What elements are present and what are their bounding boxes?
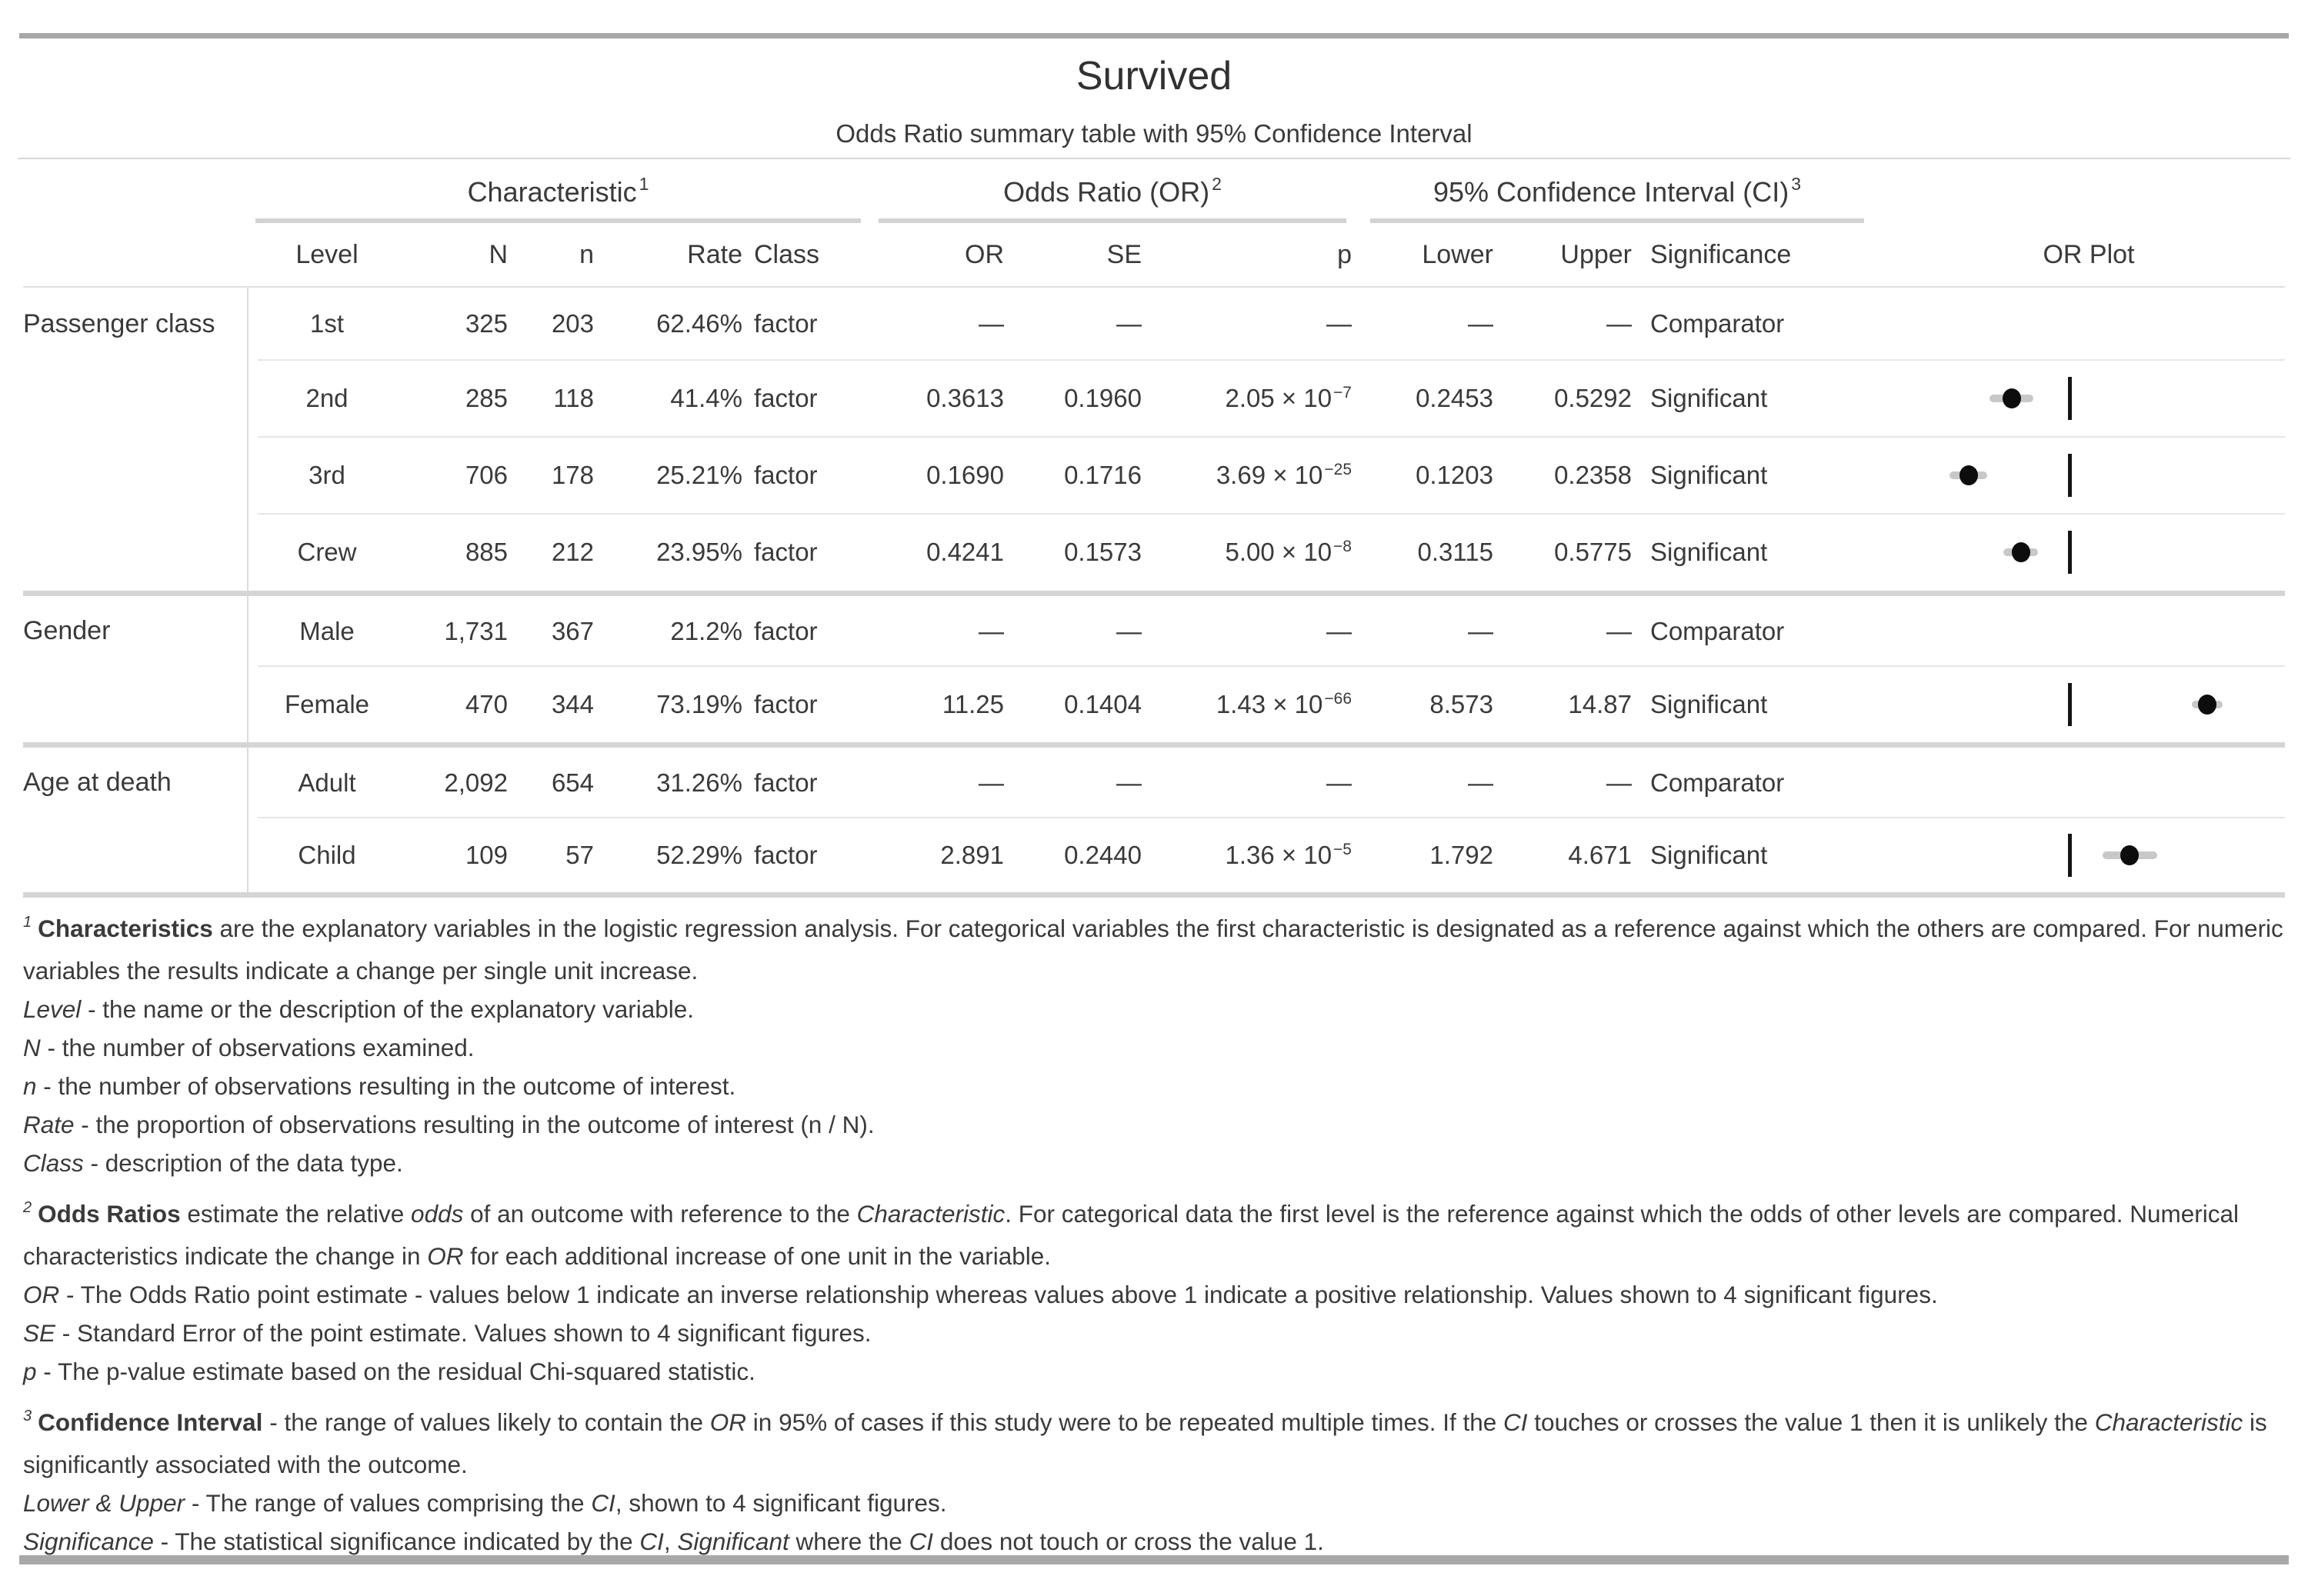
- cell-or: 2.891: [940, 841, 1004, 869]
- cell-level: Adult: [298, 768, 356, 797]
- cell-level: 1st: [309, 309, 345, 338]
- footnote-text: Characteristic: [856, 1200, 1006, 1228]
- footnotes-section: [23, 909, 2289, 1573]
- cell-level: 2nd: [305, 384, 349, 412]
- cell-upper: —: [1606, 309, 1632, 338]
- footnote-marker: 1: [23, 914, 32, 931]
- cell-se: —: [1116, 768, 1142, 797]
- column-header-or-plot: OR Plot: [2043, 240, 2135, 269]
- bottom-border-bar: [19, 1555, 2289, 1564]
- cell-se: 0.1404: [1064, 690, 1142, 718]
- p-value-mantissa: 1.43 × 10: [1216, 690, 1323, 718]
- footnote-text: where the: [789, 1528, 909, 1555]
- cell-se: —: [1116, 309, 1142, 338]
- footnote-text: - The range of values comprising the: [185, 1489, 592, 1517]
- footnote-text: - the range of values likely to contain the: [262, 1408, 710, 1436]
- footnote-intro: [23, 909, 2289, 990]
- cell-N: 2,092: [444, 768, 508, 797]
- title-divider: [18, 158, 2290, 159]
- footnote-text: Odds Ratios: [38, 1200, 181, 1228]
- footnote-text: Characteristics: [38, 915, 213, 942]
- top-border-bar: [19, 33, 2289, 38]
- footnote-text: CI: [639, 1528, 664, 1555]
- footnote-text: p: [23, 1358, 37, 1385]
- group-separator: [23, 892, 2285, 898]
- cell-n: 57: [565, 841, 594, 869]
- column-header-n: n: [579, 240, 594, 269]
- cell-class: factor: [754, 461, 818, 489]
- p-value-exponent: −25: [1324, 461, 1352, 478]
- footnote-text: in 95% of cases if this study were to be repeated multiple times. If the: [746, 1408, 1504, 1436]
- row-group-label: Age at death: [23, 768, 172, 797]
- cell-or: 0.1690: [926, 461, 1004, 489]
- footnote-marker: 2: [23, 1199, 32, 1216]
- footnote-text: CI: [591, 1489, 615, 1517]
- footnote-text: Characteristic: [2094, 1408, 2243, 1436]
- cell-rate: 52.29%: [656, 841, 742, 869]
- footnote-text: is significantly associated with the outcome.: [23, 1408, 2267, 1478]
- footnote-item: [23, 1028, 2289, 1067]
- cell-p: —: [1326, 768, 1352, 797]
- cell-se: 0.2440: [1064, 841, 1142, 869]
- footnote-marker: 2: [1212, 174, 1222, 194]
- cell-lower: 0.2453: [1416, 384, 1493, 412]
- or-plot-point: [2003, 388, 2021, 408]
- cell-upper: —: [1606, 768, 1632, 797]
- group-header-label: Odds Ratio (OR): [1003, 176, 1210, 208]
- footnote-item: [23, 1067, 2289, 1105]
- p-value-exponent: −66: [1324, 690, 1352, 708]
- or-plot-reference-line: [2068, 377, 2072, 420]
- footnote-text: touches or crosses the value 1 then it is unlikely the: [1527, 1408, 2095, 1436]
- column-header-lower: Lower: [1422, 240, 1493, 269]
- footnote-text: , shown to 4 significant figures.: [615, 1489, 947, 1517]
- cell-n: 367: [551, 617, 594, 645]
- p-value-mantissa: 3.69 × 10: [1216, 461, 1323, 489]
- footnote-text: - the number of observations examined.: [40, 1034, 475, 1061]
- footnote-marker: 3: [23, 1408, 32, 1424]
- cell-class: factor: [754, 768, 818, 797]
- cell-n: 203: [551, 309, 594, 338]
- cell-class: factor: [754, 538, 818, 566]
- footnote-text: ,: [663, 1528, 678, 1555]
- footnote-text: CI: [909, 1528, 934, 1555]
- group-header-odds-ratio: [879, 170, 1346, 215]
- footnote-text: Confidence Interval: [38, 1408, 263, 1436]
- cell-rate: 73.19%: [656, 690, 742, 718]
- group-underline: [1370, 218, 1864, 223]
- cell-lower: —: [1468, 768, 1493, 797]
- cell-N: 109: [465, 841, 508, 869]
- cell-class: factor: [754, 841, 818, 869]
- footnote-item: [23, 1352, 2289, 1391]
- or-plot-point: [2012, 542, 2030, 562]
- group-separator: [23, 591, 2285, 596]
- footnote-text: Rate: [23, 1111, 75, 1138]
- cell-N: 325: [465, 309, 508, 338]
- cell-N: 470: [465, 690, 508, 718]
- group-header-label: 95% Confidence Interval (CI): [1432, 176, 1789, 208]
- row-group-label: Passenger class: [23, 309, 215, 338]
- group-header-label: Characteristic: [467, 176, 637, 208]
- cell-N: 706: [465, 461, 508, 489]
- cell-n: 344: [551, 690, 594, 718]
- footnote-text: OR: [709, 1408, 747, 1436]
- cell-upper: 0.5775: [1554, 538, 1632, 566]
- footnote-text: N: [23, 1034, 41, 1061]
- group-header-confidence-interval: [1370, 170, 1864, 215]
- footnote-intro: [23, 1403, 2289, 1484]
- footnote-item: [23, 1484, 2289, 1522]
- cell-class: factor: [754, 690, 818, 718]
- cell-N: 1,731: [444, 617, 508, 645]
- cell-n: 118: [553, 384, 594, 412]
- cell-n: 654: [551, 768, 594, 797]
- cell-p: [1144, 514, 1352, 591]
- cell-class: factor: [754, 617, 818, 645]
- cell-level: Female: [284, 690, 370, 718]
- footnote-text: - The statistical significance indicated by the: [153, 1528, 640, 1555]
- cell-level: 3rd: [309, 461, 345, 489]
- footnote-text: CI: [1503, 1408, 1528, 1436]
- cell-or: —: [979, 309, 1004, 338]
- or-plot-point: [1959, 465, 1978, 485]
- cell-rate: 31.26%: [656, 768, 742, 797]
- cell-upper: 4.671: [1568, 841, 1632, 869]
- cell-upper: 0.5292: [1554, 384, 1632, 412]
- cell-class: factor: [754, 384, 818, 412]
- footnote-text: does not touch or cross the value 1.: [933, 1528, 1324, 1555]
- cell-lower: 8.573: [1429, 690, 1493, 718]
- footnote-text: Lower & Upper: [23, 1489, 185, 1517]
- page-subtitle: Odds Ratio summary table with 95% Confidence Interval: [835, 119, 1473, 148]
- cell-n: 212: [551, 538, 594, 566]
- cell-or: 0.3613: [926, 384, 1004, 412]
- column-header-p: p: [1337, 240, 1352, 269]
- cell-upper: 14.87: [1568, 690, 1632, 718]
- footnote-text: - The Odds Ratio point estimate - values below 1 indicate an inverse relationship whereas values above 1 indicate a positive relationship. Values shown to 4 significant figures.: [59, 1281, 1938, 1308]
- cell-rate: 21.2%: [670, 617, 742, 645]
- group-separator: [23, 742, 2285, 748]
- cell-significance: Significant: [1650, 841, 1768, 869]
- footnote-text: Significance: [23, 1528, 154, 1555]
- column-header-se: SE: [1106, 240, 1142, 269]
- cell-or: 0.4241: [926, 538, 1004, 566]
- or-plot-reference-line: [2068, 834, 2072, 877]
- cell-p: [1144, 360, 1352, 437]
- footnote-item: [23, 1314, 2289, 1352]
- footnote-text: - the name or the description of the explanatory variable.: [81, 995, 695, 1023]
- footnote-text: - the number of observations resulting in the outcome of interest.: [36, 1072, 736, 1100]
- column-header-level: Level: [295, 240, 359, 269]
- column-header-class: Class: [754, 240, 820, 269]
- column-header-rate: Rate: [687, 240, 742, 269]
- cell-significance: Comparator: [1650, 309, 1785, 338]
- column-header-N: N: [489, 240, 508, 269]
- footnote-marker: 3: [1791, 174, 1801, 194]
- cell-significance: Comparator: [1650, 768, 1785, 797]
- or-plot-reference-line: [2068, 683, 2072, 726]
- cell-lower: 1.792: [1429, 841, 1493, 869]
- cell-or: 11.25: [942, 690, 1004, 718]
- cell-lower: —: [1468, 309, 1493, 338]
- footnote-text: OR: [23, 1281, 60, 1308]
- footnote-item: [23, 990, 2289, 1028]
- cell-lower: 0.3115: [1417, 538, 1493, 566]
- footnote-text: are the explanatory variables in the logistic regression analysis. For categorical variables the first characteristic is designated as a reference against which the others are compared. For numeric variables the results indicate a change per single unit increase.: [23, 915, 2283, 985]
- cell-or: —: [979, 768, 1004, 797]
- footnote-3: [23, 1403, 2289, 1561]
- footnote-text: - description of the data type.: [83, 1149, 403, 1177]
- footnote-text: for each additional increase of one unit in the variable.: [463, 1242, 1052, 1270]
- p-value-exponent: −5: [1333, 841, 1352, 858]
- footnote-text: Significant: [677, 1528, 789, 1555]
- footnote-text: SE: [23, 1319, 56, 1347]
- cell-p: [1144, 666, 1352, 742]
- cell-level: Crew: [297, 538, 357, 566]
- footnote-text: odds: [411, 1200, 464, 1228]
- footnote-1: [23, 909, 2289, 1182]
- footnote-text: of an outcome with reference to the: [463, 1200, 857, 1228]
- footnote-text: estimate the relative: [180, 1200, 412, 1228]
- cell-p: [1144, 818, 1352, 892]
- footnote-2: [23, 1195, 2289, 1391]
- p-value-exponent: −7: [1333, 384, 1352, 401]
- footnote-item: [23, 1275, 2289, 1314]
- cell-rate: 62.46%: [656, 309, 742, 338]
- cell-se: 0.1960: [1064, 384, 1142, 412]
- footnote-text: n: [23, 1072, 37, 1100]
- group-underline: [879, 218, 1346, 223]
- footnote-text: - the proportion of observations resulting in the outcome of interest (n / N).: [74, 1111, 875, 1138]
- cell-N: 285: [465, 384, 508, 412]
- cell-lower: —: [1468, 617, 1493, 645]
- p-value-exponent: −8: [1333, 538, 1352, 555]
- row-group-label: Gender: [23, 616, 111, 645]
- footnote-item: [23, 1144, 2289, 1182]
- footnote-text: - Standard Error of the point estimate. Values shown to 4 significant figures.: [55, 1319, 872, 1347]
- cell-p: —: [1326, 617, 1352, 645]
- cell-p: [1144, 437, 1352, 514]
- column-header-upper: Upper: [1560, 240, 1632, 269]
- column-header-or: OR: [965, 240, 1004, 269]
- or-plot-point: [2120, 845, 2139, 865]
- cell-rate: 41.4%: [670, 384, 742, 412]
- cell-upper: 0.2358: [1554, 461, 1632, 489]
- cell-n: 178: [551, 461, 594, 489]
- p-value-mantissa: 2.05 × 10: [1225, 384, 1332, 412]
- page-title: Survived: [1076, 54, 1232, 98]
- cell-rate: 25.21%: [656, 461, 742, 489]
- cell-se: —: [1116, 617, 1142, 645]
- footnote-text: - The p-value estimate based on the residual Chi-squared statistic.: [36, 1358, 755, 1385]
- column-header-significance: Significance: [1650, 240, 1792, 269]
- cell-significance: Comparator: [1650, 617, 1785, 645]
- cell-significance: Significant: [1650, 690, 1768, 718]
- cell-level: Male: [299, 617, 355, 645]
- or-plot-reference-line: [2068, 454, 2072, 497]
- cell-class: factor: [754, 309, 818, 338]
- footnote-text: . For categorical data the first level is the reference against which the odds of other levels are compared. Numerical characteristics indicate the change in: [23, 1200, 2240, 1270]
- footnote-text: Class: [23, 1149, 84, 1177]
- footnote-marker: 1: [639, 174, 649, 194]
- or-plot-reference-line: [2068, 531, 2072, 574]
- footnote-item: [23, 1105, 2289, 1144]
- cell-lower: 0.1203: [1416, 461, 1493, 489]
- cell-N: 885: [465, 538, 508, 566]
- footnote-intro: [23, 1195, 2289, 1275]
- p-value-mantissa: 1.36 × 10: [1225, 841, 1332, 869]
- cell-significance: Significant: [1650, 384, 1768, 412]
- cell-upper: —: [1606, 617, 1632, 645]
- footnote-text: Level: [23, 995, 82, 1023]
- cell-se: 0.1716: [1064, 461, 1142, 489]
- group-header-characteristic: [255, 170, 861, 215]
- cell-or: —: [979, 617, 1004, 645]
- group-underline: [255, 218, 861, 223]
- cell-se: 0.1573: [1064, 538, 1142, 566]
- footnote-text: OR: [427, 1242, 464, 1270]
- cell-significance: Significant: [1650, 461, 1768, 489]
- cell-rate: 23.95%: [656, 538, 742, 566]
- cell-level: Child: [298, 841, 356, 869]
- or-plot-point: [2198, 695, 2216, 715]
- p-value-mantissa: 5.00 × 10: [1225, 538, 1332, 566]
- cell-significance: Significant: [1650, 538, 1768, 566]
- cell-p: —: [1326, 309, 1352, 338]
- row-label-separator: [247, 288, 248, 892]
